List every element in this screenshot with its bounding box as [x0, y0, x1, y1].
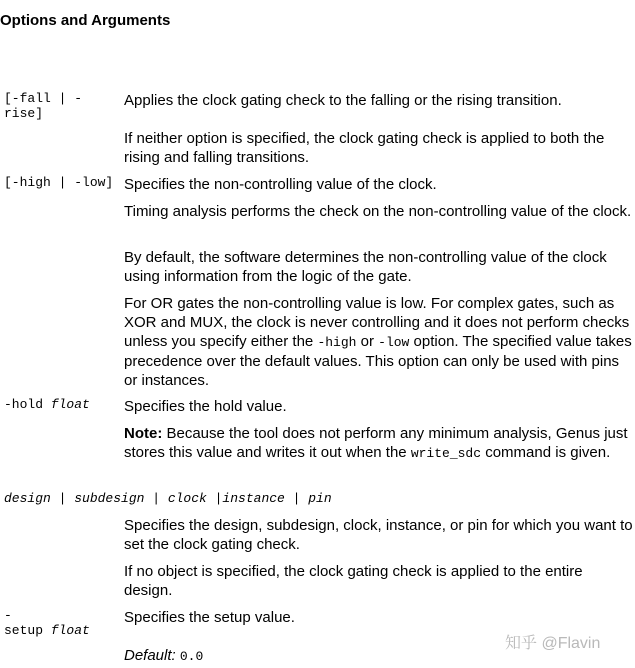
write-sdc-code: write_sdc [410, 446, 482, 461]
high-low-desc-4-text-a: For OR gates the non-controlling value is low. For complex gates, such as XOR and MUX, the clock is never controlling and it does not perform checks unless you specify either the [124, 295, 630, 350]
hold-desc-1: Specifies the hold value. [124, 398, 287, 415]
option-hold-arg: float [50, 397, 90, 412]
option-fall-rise-line2: rise] [4, 106, 44, 121]
hold-note [124, 424, 635, 463]
option-setup-flag: setup [4, 623, 51, 638]
default-label: Default: [124, 647, 176, 664]
hold-note-text-b: command is given. [481, 444, 611, 461]
option-setup-line1: - [4, 608, 12, 623]
high-low-desc-4 [124, 294, 635, 390]
high-low-desc-4-text-b: option. The specified value takes precedence over the default values. This option can only be used with pins or instances. [124, 333, 632, 389]
section-title: Options and Arguments [0, 12, 171, 29]
high-low-desc-3: By default, the software determines the non-controlling value of the clock using information from the logic of the gate. [124, 249, 607, 285]
option-objects-label: design | subdesign | clock |instance | pin [4, 491, 332, 506]
high-low-desc-4-or: or [356, 333, 379, 350]
option-setup-arg: float [50, 623, 90, 638]
high-low-desc-1: Specifies the non-controlling value of the clock. [124, 176, 437, 193]
option-setup [4, 608, 90, 638]
option-hold-flag: -hold [4, 397, 51, 412]
option-fall-rise-line1: [-fall | - [4, 91, 83, 106]
high-option-code: -high [317, 335, 357, 350]
watermark: 知乎 @Flavin [505, 635, 601, 652]
high-low-desc-2: Timing analysis performs the check on the non-controlling value of the clock. [124, 203, 632, 220]
objects-desc-2: If no object is specified, the clock gating check is applied to the entire design. [124, 563, 583, 599]
fall-rise-desc-1: Applies the clock gating check to the falling or the rising transition. [124, 92, 562, 109]
low-option-code: -low [378, 335, 410, 350]
setup-desc-1: Specifies the setup value. [124, 609, 295, 626]
option-high-low: [-high | -low] [4, 175, 114, 190]
default-value: 0.0 [179, 649, 204, 664]
option-hold [4, 397, 90, 412]
option-fall-rise [4, 91, 82, 121]
hold-note-text-a: Because the tool does not perform any minimum analysis, Genus just stores this value and writes it out when the [124, 425, 628, 461]
fall-rise-desc-2: If neither option is specified, the clock gating check is applied to both the rising and falling transitions. [124, 130, 605, 166]
objects-desc-1: Specifies the design, subdesign, clock, instance, or pin for which you want to set the clock gating check. [124, 517, 633, 553]
note-label: Note: [124, 425, 163, 442]
option-objects [4, 491, 332, 506]
